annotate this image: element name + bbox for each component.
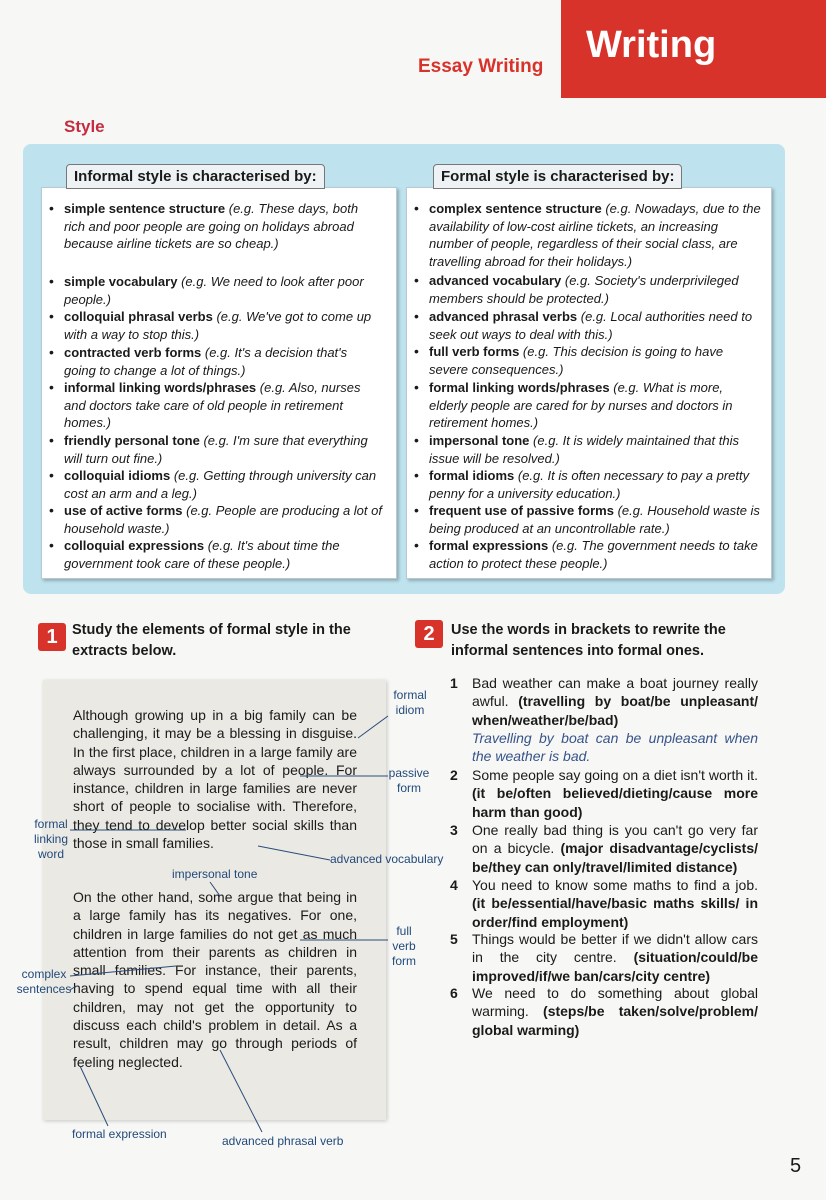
- informal-item: • friendly personal tone (e.g. I'm sure that everything will turn out fine.): [42, 432, 382, 467]
- section-title: Style: [64, 117, 105, 136]
- annotation-complex-sentences: complex sentences: [16, 967, 72, 996]
- annotation-formal-expression: formal expression: [72, 1127, 167, 1141]
- formal-item: • advanced vocabulary (e.g. Society's underprivileged members should be protected.): [407, 272, 762, 307]
- informal-item: • colloquial phrasal verbs (e.g. We've got to come up with a way to stop this.): [42, 308, 382, 343]
- informal-item: • simple vocabulary (e.g. We need to look after poor people.): [42, 273, 382, 308]
- formal-item: • formal expressions (e.g. The government needs to take action to protect these people.): [407, 537, 762, 572]
- formal-item: • frequent use of passive forms (e.g. Household waste is being produced at an uncontrollable rate.): [407, 502, 762, 537]
- annotation-formal-linking-word: formal linking word: [33, 817, 69, 861]
- informal-item: • colloquial expressions (e.g. It's about time the government took care of these people.): [42, 537, 382, 572]
- example-answer: Travelling by boat can be unpleasant when the weather is bad.: [472, 729, 758, 765]
- informal-panel-title: Informal style is characterised by:: [66, 164, 325, 189]
- formal-item: • formal idioms (e.g. It is often necessary to pay a pretty penny for a university education.): [407, 467, 762, 502]
- informal-item: • use of active forms (e.g. People are producing a lot of household waste.): [42, 502, 382, 537]
- informal-item: • simple sentence structure (e.g. These days, both rich and poor people are going on holidays abroad because airline tickets are so cheap.): [42, 200, 382, 253]
- banner-title: Writing: [586, 24, 717, 66]
- task-2-number: 2: [415, 620, 443, 648]
- annotation-impersonal-tone: impersonal tone: [172, 867, 258, 881]
- task-2-instruction: Use the words in brackets to rewrite the informal sentences into formal ones.: [451, 622, 726, 659]
- informal-item: • contracted verb forms (e.g. It's a decision that's going to change a lot of things.): [42, 344, 382, 379]
- formal-item: • advanced phrasal verbs (e.g. Local authorities need to seek out ways to deal with this.): [407, 308, 762, 343]
- extract-paragraph-2: On the other hand, some argue that being in a large family has its negatives. For one, children in large families do not get as much attention from their parents as children in small families. For instance, their parents, having to spend equal time with all their children, may not get the opportunity to discuss each child's problem in detail. As a result, children may go through periods of feeling neglected.: [73, 889, 357, 1070]
- extract-paragraph-1: Although growing up in a big family can be challenging, it may be a blessing in disguise. In the first place, children in a large family are always surrounded by a lot of people. For instance, children in large families are never short of people to socialise with. Therefore, they tend to develop better social skills than those in small families.: [73, 707, 357, 852]
- formal-item: • complex sentence structure (e.g. Nowadays, due to the availability of low-cost airline tickets, an increasing number of people, regardless of their social class, are travelling abroad for their holidays.): [407, 200, 762, 270]
- annotation-formal-idiom: formal idiom: [393, 688, 427, 717]
- informal-item: • informal linking words/phrases (e.g. Also, nurses and doctors take care of old people in retirement homes.): [42, 379, 382, 432]
- task-1-number: 1: [38, 623, 66, 651]
- formal-item: • formal linking words/phrases (e.g. What is more, elderly people are cared for by nurses and doctors in retirement homes.): [407, 379, 762, 432]
- annotation-full-verb-form: full verb form: [392, 924, 416, 968]
- formal-item: • full verb forms (e.g. This decision is going to have severe consequences.): [407, 343, 762, 378]
- page-subtitle: Essay Writing: [418, 56, 544, 77]
- task-1-instruction: Study the elements of formal style in the extracts below.: [72, 622, 351, 659]
- annotation-passive-form: passive form: [388, 766, 430, 795]
- annotation-advanced-phrasal-verb: advanced phrasal verb: [222, 1134, 344, 1148]
- annotation-advanced-vocabulary: advanced vocabulary: [330, 852, 444, 866]
- page-number: 5: [790, 1155, 802, 1177]
- formal-item: • impersonal tone (e.g. It is widely maintained that this issue will be resolved.): [407, 432, 762, 467]
- formal-panel-title: Formal style is characterised by:: [433, 164, 682, 189]
- informal-item: • colloquial idioms (e.g. Getting through university can cost an arm and a leg.): [42, 467, 382, 502]
